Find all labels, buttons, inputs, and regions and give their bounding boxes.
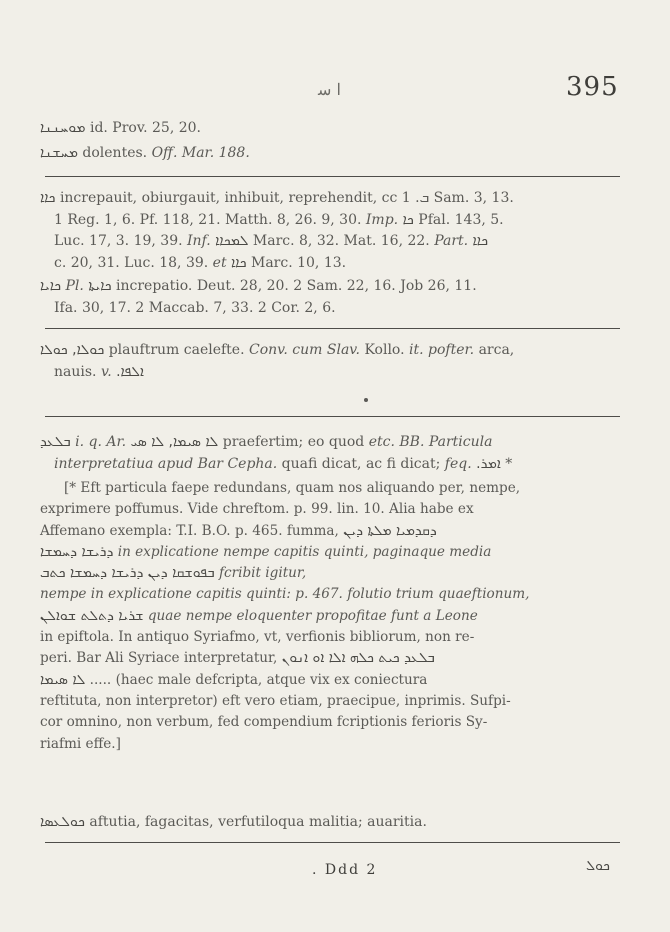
entry-3-line-1-it: Pl. xyxy=(65,278,84,294)
page-number: 395 xyxy=(566,72,619,102)
note-line-6: nempe in explicatione capitis quinti: p. 467. folutio trium quaeftionum, xyxy=(40,586,530,603)
note-line-4-text: in explicatione nempe capitis quinti, paginaque media xyxy=(117,543,492,560)
entry-5-note xyxy=(40,478,630,755)
entry-3 xyxy=(40,276,630,319)
entry-5-line-1-it2: etc. BB. Particula xyxy=(368,434,493,450)
entry-5 xyxy=(40,432,630,475)
note-syriac-1: ܕܪܝܫܐ ܕܚܡܫܐ xyxy=(40,543,114,560)
note-syriac-4: ܐܠܐ ܐܘ ܐܢܘܢ xyxy=(281,650,346,667)
entry-2-line-3-text2: Marc. 8, 32. Mat. 16, 22. xyxy=(252,233,430,249)
entry-1-ref: Off. Mar. 188. xyxy=(151,145,250,161)
entry-5-line-2-text: quafi dicat, ac fi dicat; xyxy=(281,455,441,472)
entry-7-text: aftutia, fagacitas, verfutiloqua malitia; auaritia. xyxy=(89,814,427,830)
entry-5-headword: ܒܠܥܕ xyxy=(40,434,71,450)
entry-2-line-2 xyxy=(40,210,630,232)
entry-2-line-1-text: increpauit, obiurgauit, inhibuit, reprehendit, cc ܒ. 1 Sam. 3, 13. xyxy=(59,190,514,206)
note-line-5 xyxy=(40,563,630,584)
note-syriac-6: ܠܐ ܣܝܡܐ xyxy=(40,671,86,688)
entry-2-line-3-it: Inf. xyxy=(187,233,211,249)
note-syriac-3: ܫܪܝܐ ܕܬܠܬ ܫܘܐܠܢ xyxy=(40,607,144,624)
entry-5-line-1-it: i. q. Ar. xyxy=(75,434,127,450)
entry-7-headword: ܟܘܠܥܣܐ xyxy=(40,814,85,830)
entry-5-line-2-syriac: ܐܡܪ. xyxy=(476,455,501,472)
entry-3-line-1 xyxy=(40,276,630,298)
entry-1-text: dolentes. xyxy=(82,145,148,161)
note-line-3 xyxy=(40,521,630,542)
entry-3-line-1-text: increpatio. Deut. 28, 20. 2 Sam. 22, 16. Job 26, 11. xyxy=(116,278,477,294)
entry-4-line-1 xyxy=(40,340,630,362)
entry-3-line-1-syriac2: ܟܐܝܬܐ xyxy=(88,278,112,294)
entry-4-line-2-it: v. xyxy=(100,363,112,380)
note-line-11: reftituta, non interpretor) eft vero etiam, praecipue, inprimis. Sufpi- xyxy=(40,692,511,709)
note-syriac-5: ܒܠܥܕ ܟܝܬ ܟܠܗ xyxy=(349,650,435,667)
entry-4-line-2-text: nauis. xyxy=(54,363,97,380)
entry-2-line-2-it: Imp. xyxy=(365,211,399,228)
entry-4-headword: ܟܘܠܐ, ܟܘܠܐ xyxy=(40,342,105,358)
entry-2-line-2-text: 1 Reg. 1, 6. Pf. 118, 21. Matth. 8, 26. 9, 30. xyxy=(54,211,362,228)
entry-5-line-1-text: praefertim; eo quod xyxy=(222,434,365,450)
entry-2-line-2-syriac: ܟܐ xyxy=(402,211,414,228)
entry-5-line-2 xyxy=(40,454,630,476)
divider-3 xyxy=(45,416,620,417)
note-line-2: exprimere poffumus. Vide chreftom. p. 99. lin. 10. Alia habe ex xyxy=(40,501,474,518)
entry-1-headword: ܡܚܫܢܐ xyxy=(40,145,78,161)
note-line-10 xyxy=(40,670,630,691)
entry-5-line-1-syriac2: ܠܐ ܣܝܡܐ, ܠܐ ܣܝ xyxy=(130,434,219,450)
note-line-7 xyxy=(40,606,630,627)
note-syriac-0: ܕܩܕܡܝܐ ܡܠܬܐ ܕܝܢ xyxy=(343,522,437,539)
entry-2-line-4 xyxy=(40,253,630,275)
note-line-8: in epiftola. In antiquo Syriafmo, vt, verfionis bibliorum, non re- xyxy=(40,629,475,646)
entry-0-text: id. Prov. 25, 20. xyxy=(89,120,201,136)
entry-2-line-4-it: et xyxy=(212,254,227,271)
entry-3-line-2-text: Ifa. 30, 17. 2 Maccab. 7, 33. 2 Cor. 2, 6. xyxy=(54,299,336,316)
entry-2-headword: ܟܐܐ xyxy=(40,190,56,206)
entry-2 xyxy=(40,188,630,274)
note-line-3-text: Affemano exempla: T.I. B.O. p. 465. fumma, xyxy=(40,522,339,539)
note-line-12: cor omnino, non verbum, fed compendium fcriptionis ferioris Sy- xyxy=(40,714,488,731)
entry-5-line-2-it2: feq. xyxy=(444,455,472,472)
entry-2-line-2-text2: Pfal. 143, 5. xyxy=(418,211,504,228)
entry-4-line-1-it: Conv. cum Slav. xyxy=(249,342,361,358)
note-line-9 xyxy=(40,648,630,669)
entry-3-line-2 xyxy=(40,298,630,320)
entry-1 xyxy=(40,143,630,165)
entry-2-line-1 xyxy=(40,188,630,210)
divider-1 xyxy=(45,176,620,177)
ink-dot xyxy=(364,398,368,402)
note-line-4 xyxy=(40,542,630,563)
note-line-9-text: peri. Bar Ali Syriace interpretatur, xyxy=(40,650,278,667)
entry-4-line-1-text2: Kollo. xyxy=(364,342,405,358)
entry-4-line-2 xyxy=(40,362,630,384)
signature-mark: . Ddd 2 xyxy=(312,862,378,878)
entry-2-line-3 xyxy=(40,231,630,253)
divider-2 xyxy=(45,328,620,329)
entry-4-line-1-it2: it. pofter. xyxy=(409,342,475,358)
entry-2-line-3-syriac2: ܟܐܐ xyxy=(472,233,489,249)
entry-5-line-1 xyxy=(40,432,630,454)
entry-5-line-2-it: interpretatiua apud Bar Cepha. xyxy=(54,455,278,472)
note-line-5-text: fcribit igitur, xyxy=(218,565,307,582)
entry-2-line-3-it2: Part. xyxy=(434,233,469,249)
entry-4-line-2-syriac: ܐܠܦܐ. xyxy=(116,363,144,380)
note-line-10-text: ..... (haec male defcripta, atque vix ex coniectura xyxy=(89,671,428,688)
note-line-13: riafmi effe.] xyxy=(40,735,121,752)
entry-2-line-4-text2: Marc. 10, 13. xyxy=(250,254,347,271)
entry-2-line-4-text: c. 20, 31. Luc. 18, 39. xyxy=(54,254,209,271)
entry-5-line-2-text2: * xyxy=(505,455,513,472)
running-head-mark: ﺍ ﺳ xyxy=(318,80,341,99)
entry-4-line-1-text: plauftrum caelefte. xyxy=(108,342,245,358)
entry-4 xyxy=(40,340,630,383)
entry-0 xyxy=(40,118,630,140)
entry-3-headword: ܟܐܝܐ xyxy=(40,278,62,294)
note-syriac-2: ܒܦܘܫܩܐ ܕܝܢ ܕܪܝܫܐ ܕܚܡܫܐ ܟܬܒ xyxy=(40,565,215,582)
entry-2-line-3-syriac: ܠܡܟܐܐ xyxy=(215,233,249,249)
divider-4 xyxy=(45,842,620,843)
note-line-7-text: quae nempe eloquenter propofitae funt a Leone xyxy=(147,607,478,624)
entry-0-headword: ܡܘܚܢܢܐ xyxy=(40,120,86,136)
catchword: ܟܘܠ xyxy=(586,858,610,874)
entry-2-line-4-syriac: ܟܐܐ xyxy=(231,254,247,271)
note-line-1: [* Eft particula faepe redundans, quam nos aliquando per, nempe, xyxy=(64,480,521,496)
entry-4-line-1-text3: arca, xyxy=(478,342,515,358)
entry-2-line-3-text: Luc. 17, 3. 19, 39. xyxy=(54,233,183,249)
entry-7 xyxy=(40,812,630,834)
